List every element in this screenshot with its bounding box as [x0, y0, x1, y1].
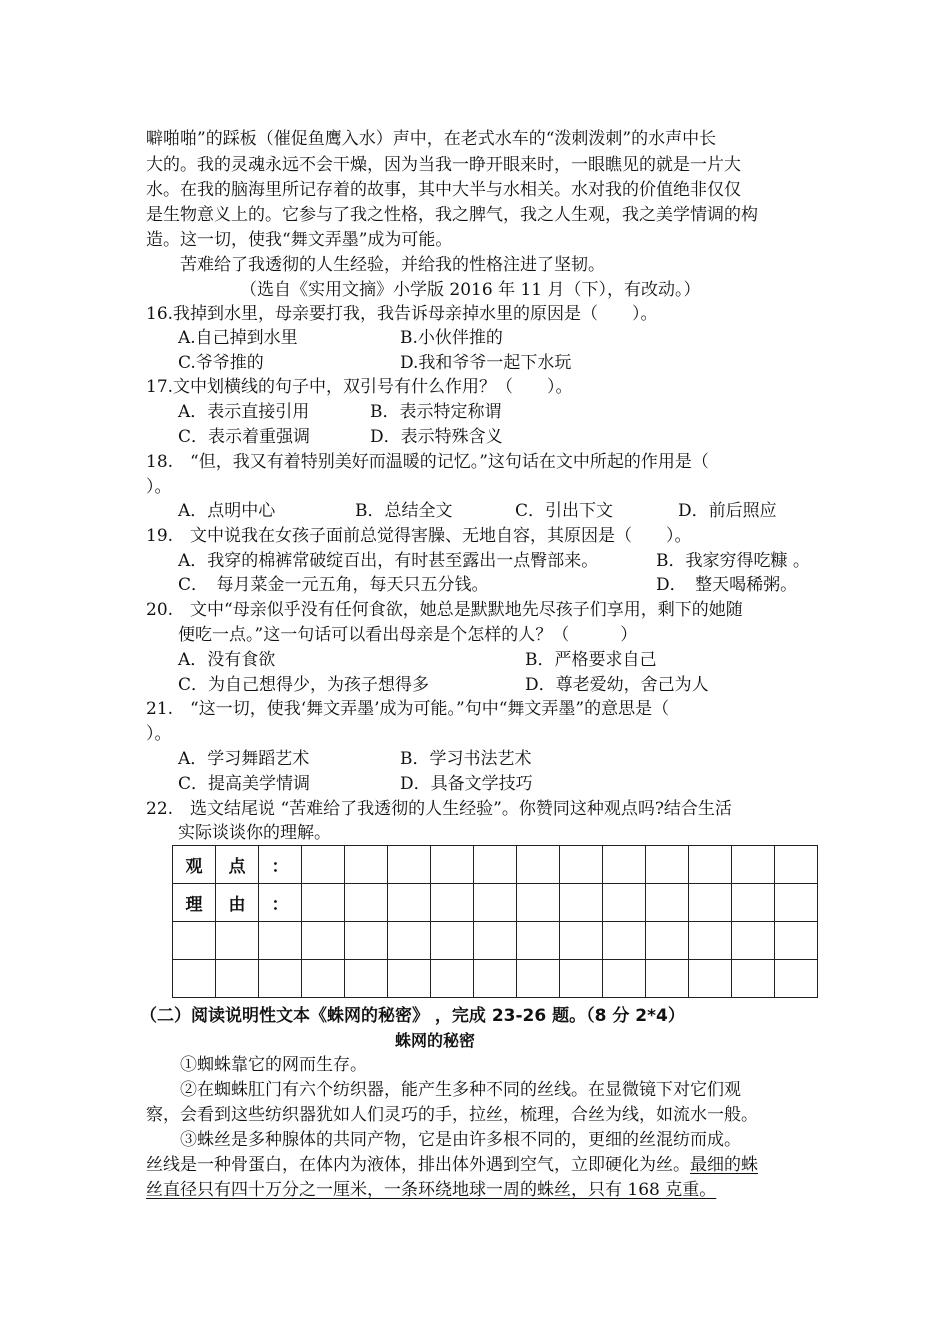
- grid-cell[interactable]: [560, 960, 603, 998]
- grid-cell[interactable]: [345, 884, 388, 922]
- passage-line: 水。在我的脑海里所记存着的故事，其中大半与水相关。水对我的价值绝非仅仅: [146, 180, 741, 200]
- grid-cell[interactable]: [775, 922, 818, 960]
- grid-row: [173, 884, 818, 922]
- grid-cell[interactable]: [646, 960, 689, 998]
- grid-cell[interactable]: [517, 960, 560, 998]
- answer-grid[interactable]: [172, 845, 818, 998]
- question-18-stem-cont: ）。: [146, 477, 172, 497]
- grid-cell[interactable]: 观: [173, 846, 216, 884]
- grid-cell[interactable]: [474, 922, 517, 960]
- grid-cell[interactable]: [302, 960, 345, 998]
- grid-cell[interactable]: ：: [259, 846, 302, 884]
- q19-option-d[interactable]: D． 整天喝稀粥。: [656, 575, 798, 595]
- q16-option-a[interactable]: A.自己掉到水里: [178, 328, 298, 348]
- grid-cell[interactable]: [302, 922, 345, 960]
- grid-cell[interactable]: [603, 922, 646, 960]
- passage-line: 噼啪啪”的踩板（催促鱼鹰入水）声中，在老式水车的“泼刺泼刺”的水声中长: [146, 129, 717, 149]
- grid-cell[interactable]: [603, 960, 646, 998]
- question-22-stem: 22. 选文结尾说 “苦难给了我透彻的人生经验”。你赞同这种观点吗?结合生活: [146, 799, 732, 819]
- grid-cell[interactable]: [388, 846, 431, 884]
- article-paragraph-cont: 察，会看到这些纺织器犹如人们灵巧的手，拉丝，梳理，合丝为线，如流水一般。: [146, 1105, 758, 1125]
- q19-option-c[interactable]: C． 每月菜金一元五角，每天只五分钱。: [178, 575, 489, 595]
- q20-option-d[interactable]: D．尊老爱幼，舍己为人: [525, 675, 709, 695]
- grid-cell[interactable]: [646, 884, 689, 922]
- q18-option-d[interactable]: D．前后照应: [678, 501, 777, 521]
- article-title: 蛛网的秘密: [395, 1031, 476, 1050]
- grid-cell[interactable]: [517, 884, 560, 922]
- grid-cell[interactable]: [603, 846, 646, 884]
- grid-cell[interactable]: [173, 922, 216, 960]
- article-paragraph: ③蛛丝是多种腺体的共同产物，它是由许多根不同的，更细的丝混纺而成。: [180, 1130, 741, 1150]
- question-21-stem: 21. “这一切，使我‘舞文弄墨’成为可能。”句中“舞文弄墨”的意思是（: [146, 699, 670, 719]
- q16-option-b[interactable]: B.小伙伴推的: [400, 328, 503, 348]
- article-paragraph: ②在蜘蛛肛门有六个纺织器，能产生多种不同的丝线。在显微镜下对它们观: [180, 1080, 741, 1100]
- grid-cell[interactable]: [474, 960, 517, 998]
- question-18-stem: 18. “但，我又有着特别美好而温暖的记忆。”这句话在文中所起的作用是（: [146, 452, 709, 472]
- grid-row: [173, 922, 818, 960]
- q19-option-b[interactable]: B．我家穷得吃糠 。: [656, 551, 810, 571]
- question-20-stem-cont: 便吃一点。”这一句话可以看出母亲是个怎样的人？（ ）: [178, 625, 638, 645]
- grid-cell[interactable]: [173, 960, 216, 998]
- q16-option-c[interactable]: C.爷爷推的: [178, 353, 264, 373]
- passage-line: 是生物意义上的。它参与了我之性格，我之脾气，我之人生观，我之美学情调的构: [146, 205, 758, 225]
- grid-cell[interactable]: [775, 846, 818, 884]
- q21-option-c[interactable]: C．提高美学情调: [178, 774, 311, 794]
- grid-cell[interactable]: [474, 884, 517, 922]
- plain-text: 丝线是一种骨蛋白，在体内为液体，排出体外遇到空气，立即硬化为丝。: [146, 1155, 690, 1175]
- grid-cell[interactable]: [775, 960, 818, 998]
- question-22-stem-cont: 实际谈谈你的理解。: [178, 823, 331, 843]
- grid-cell[interactable]: [646, 922, 689, 960]
- grid-cell[interactable]: [431, 922, 474, 960]
- grid-row: [173, 960, 818, 998]
- q17-option-c[interactable]: C．表示着重强调: [178, 427, 311, 447]
- q16-option-d[interactable]: D.我和爷爷一起下水玩: [400, 353, 572, 373]
- grid-cell[interactable]: [345, 960, 388, 998]
- q17-option-b[interactable]: B．表示特定称谓: [370, 402, 502, 422]
- passage-source: （选自《实用文摘》小学版 2016 年 11 月（下），有改动。）: [240, 280, 701, 300]
- q20-option-a[interactable]: A．没有食欲: [178, 650, 276, 670]
- grid-cell[interactable]: [689, 846, 732, 884]
- grid-cell[interactable]: [302, 846, 345, 884]
- grid-cell[interactable]: [603, 884, 646, 922]
- grid-cell[interactable]: [732, 960, 775, 998]
- grid-cell[interactable]: [474, 846, 517, 884]
- grid-cell[interactable]: 点: [216, 846, 259, 884]
- q21-option-b[interactable]: B．学习书法艺术: [400, 749, 532, 769]
- question-16-stem: 16.我掉到水里，母亲要打我，我告诉母亲掉水里的原因是（ ）。: [146, 304, 658, 324]
- grid-cell[interactable]: [775, 884, 818, 922]
- grid-cell[interactable]: [732, 846, 775, 884]
- passage-line: 大的。我的灵魂永远不会干燥，因为当我一睁开眼来时，一眼瞧见的就是一片大: [146, 155, 741, 175]
- q18-option-a[interactable]: A．点明中心: [178, 501, 276, 521]
- passage-closing: 苦难给了我透彻的人生经验，并给我的性格注进了坚韧。: [180, 255, 605, 275]
- q21-option-d[interactable]: D．具备文学技巧: [400, 774, 533, 794]
- grid-cell[interactable]: [259, 922, 302, 960]
- grid-cell[interactable]: [560, 884, 603, 922]
- q21-option-a[interactable]: A．学习舞蹈艺术: [178, 749, 310, 769]
- grid-cell[interactable]: 由: [216, 884, 259, 922]
- grid-cell[interactable]: [216, 922, 259, 960]
- q20-option-c[interactable]: C．为自己想得少，为孩子想得多: [178, 675, 430, 695]
- grid-cell[interactable]: [216, 960, 259, 998]
- grid-cell[interactable]: 理: [173, 884, 216, 922]
- grid-cell[interactable]: [345, 922, 388, 960]
- grid-cell[interactable]: [388, 884, 431, 922]
- grid-cell[interactable]: [732, 922, 775, 960]
- question-17-stem: 17.文中划横线的句子中，双引号有什么作用？（ ）。: [146, 377, 573, 397]
- grid-cell[interactable]: [259, 960, 302, 998]
- grid-cell[interactable]: [689, 884, 732, 922]
- grid-cell[interactable]: [646, 846, 689, 884]
- grid-cell[interactable]: [689, 922, 732, 960]
- section-heading: （二）阅读说明性文本《蛛网的秘密》 ，完成 23-26 题。（8 分 2*4）: [140, 1006, 685, 1026]
- q19-option-a[interactable]: A．我穿的棉裤常破绽百出，有时甚至露出一点臀部来。: [178, 551, 599, 571]
- grid-cell[interactable]: [431, 884, 474, 922]
- grid-cell[interactable]: [302, 884, 345, 922]
- grid-row: [173, 846, 818, 884]
- article-paragraph: ①蜘蛛靠它的网而生存。: [180, 1055, 367, 1075]
- q17-option-d[interactable]: D．表示特殊含义: [370, 427, 503, 447]
- q20-option-b[interactable]: B．严格要求自己: [525, 650, 657, 670]
- grid-cell[interactable]: [517, 846, 560, 884]
- grid-cell[interactable]: [517, 922, 560, 960]
- underlined-sentence-cont: 丝直径只有四十万分之一厘米，一条环绕地球一周的蛛丝，只有 168 克重。: [146, 1180, 717, 1200]
- article-paragraph-cont: [146, 1153, 758, 1177]
- grid-cell[interactable]: [560, 922, 603, 960]
- question-19-stem: 19. 文中说我在女孩子面前总觉得害臊、无地自容，其原因是（ ）。: [146, 526, 692, 546]
- grid-cell[interactable]: [431, 960, 474, 998]
- grid-cell[interactable]: [560, 846, 603, 884]
- q18-option-c[interactable]: C．引出下文: [515, 501, 614, 521]
- grid-cell[interactable]: [431, 846, 474, 884]
- grid-cell[interactable]: [388, 960, 431, 998]
- grid-cell[interactable]: [388, 922, 431, 960]
- q17-option-a[interactable]: A．表示直接引用: [178, 402, 310, 422]
- grid-cell[interactable]: ：: [259, 884, 302, 922]
- grid-cell[interactable]: [689, 960, 732, 998]
- question-20-stem: 20. 文中“母亲似乎没有任何食欲，她总是默默地先尽孩子们享用，剩下的她随: [146, 600, 743, 620]
- passage-line: 造。这一切，使我“舞文弄墨”成为可能。: [146, 230, 453, 250]
- grid-cell[interactable]: [732, 884, 775, 922]
- grid-cell[interactable]: [345, 846, 388, 884]
- question-21-stem-cont: ）。: [146, 724, 172, 744]
- q18-option-b[interactable]: B．总结全文: [355, 501, 453, 521]
- underlined-sentence: 最细的蛛: [690, 1155, 758, 1175]
